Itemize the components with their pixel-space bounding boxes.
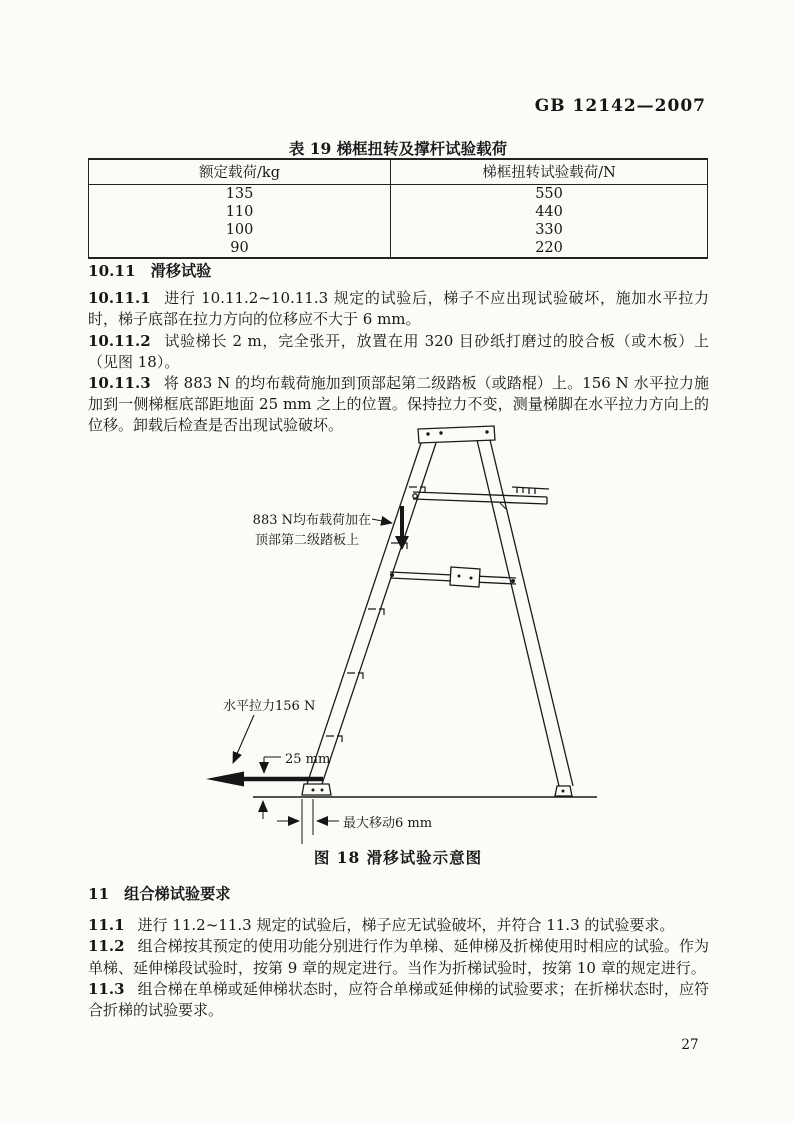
clause-title: 滑移试验 bbox=[150, 262, 212, 280]
clause-paragraph bbox=[88, 936, 709, 978]
clause-text: 组合梯在单梯或延伸梯状态时，应符合单梯或延伸梯的试验要求；在折梯状态时，应符合折梯的试验要求。 bbox=[88, 979, 709, 1020]
table-row bbox=[89, 221, 708, 240]
label-max-move-6mm: 最大移动6 mm bbox=[343, 816, 433, 831]
table-row bbox=[89, 240, 708, 259]
section-10-11 bbox=[88, 261, 709, 437]
clause-text: 进行 11.2~11.3 规定的试验后，梯子应无试验破坏，并符合 11.3 的试验要求。 bbox=[137, 916, 675, 935]
clause-10-11-heading bbox=[88, 261, 709, 282]
figure18-diagram bbox=[150, 420, 650, 848]
test-load-value: 220 bbox=[391, 240, 708, 259]
load-arrow bbox=[372, 506, 409, 550]
label-load-line1: 883 N均布载荷加在 bbox=[252, 513, 371, 528]
dimension-6mm bbox=[277, 799, 339, 844]
clause-number: 10.11.2 bbox=[88, 331, 151, 350]
clause-paragraph bbox=[88, 979, 709, 1021]
clause-paragraph bbox=[88, 915, 709, 936]
col-twist-test-load: 梯框扭转试验载荷/N bbox=[391, 159, 708, 184]
table-row bbox=[89, 184, 708, 203]
page-number: 27 bbox=[681, 1037, 699, 1053]
section-11 bbox=[88, 884, 709, 1021]
col-rated-load: 额定载荷/kg bbox=[89, 159, 391, 184]
label-load-line2: 顶部第二级踏板上 bbox=[254, 533, 359, 548]
table19-header-row bbox=[89, 159, 708, 184]
clause-number: 11.3 bbox=[88, 979, 125, 998]
test-load-value: 440 bbox=[391, 203, 708, 222]
clause-title: 组合梯试验要求 bbox=[124, 885, 231, 903]
clause-text: 试验梯长 2 m，完全张开，放置在用 320 目砂纸打磨过的胶合板（或木板）上（见图 18）。 bbox=[88, 331, 709, 371]
dimension-25mm bbox=[263, 757, 281, 819]
standard-code: GB 12142—2007 bbox=[534, 96, 706, 116]
clause-number: 10.11.1 bbox=[88, 289, 151, 308]
rated-load-value: 110 bbox=[225, 203, 254, 220]
test-load-value: 330 bbox=[391, 221, 708, 240]
clause-number: 11.1 bbox=[88, 916, 125, 935]
ladder-drawing bbox=[253, 426, 597, 797]
clause-11-heading bbox=[88, 884, 709, 905]
clause-number: 10.11.3 bbox=[88, 374, 151, 393]
test-load-value: 550 bbox=[391, 184, 708, 203]
label-horizontal-pull: 水平拉力156 N bbox=[223, 699, 316, 714]
clause-text: 组合梯按其预定的使用功能分别进行作为单梯、延伸梯及折梯使用时相应的试验。作为单梯、延伸梯段试验时，按第 9 章的规定进行。当作为折梯试验时，按第 10 章的规定进行。 bbox=[88, 937, 709, 977]
rated-load-value: 135 bbox=[225, 185, 254, 202]
clause-number: 11 bbox=[88, 885, 110, 903]
pull-arrow bbox=[206, 715, 323, 787]
clause-number: 10.11 bbox=[88, 262, 136, 280]
clause-text: 进行 10.11.2~10.11.3 规定的试验后，梯子不应出现试验破坏，施加水平拉力时，梯子底部在拉力方向的位移应不大于 6 mm。 bbox=[88, 289, 709, 329]
rated-load-value: 100 bbox=[225, 222, 254, 239]
table19-title: 表 19 梯框扭转及撑杆试验载荷 bbox=[288, 139, 508, 158]
clause-number: 11.2 bbox=[88, 937, 125, 956]
figure18-caption: 图 18 滑移试验示意图 bbox=[313, 848, 483, 867]
clause-text: 将 883 N 的均布载荷施加到顶部起第二级踏板（或踏棍）上。156 N 水平拉力施加到一侧梯框底部距地面 25 mm 之上的位置。保持拉力不变，测量梯脚在水平拉力方向上的位移。卸载后检查是否出现试验破坏。 bbox=[88, 374, 709, 435]
clause-paragraph bbox=[88, 331, 709, 373]
rated-load-value: 90 bbox=[230, 240, 249, 257]
table-row bbox=[89, 203, 708, 222]
clause-paragraph bbox=[88, 288, 709, 330]
label-25mm: 25 mm bbox=[285, 752, 331, 767]
table19 bbox=[88, 158, 708, 259]
